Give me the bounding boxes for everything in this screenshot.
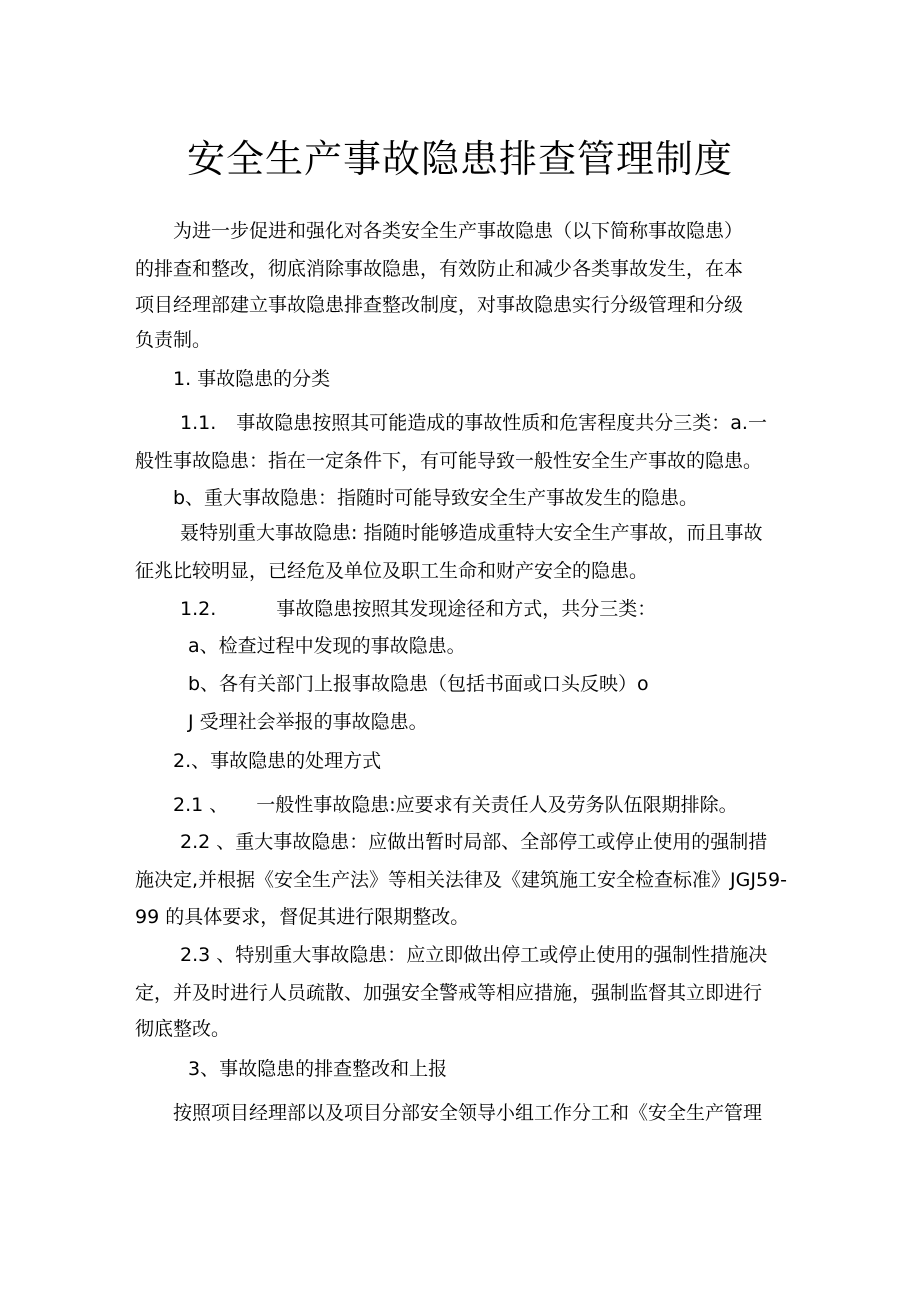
intro-line-2: 的排查和整改，彻底消除事故隐患，有效防止和减少各类事故发生，在本 xyxy=(135,258,744,280)
item-1-2-text: 事故隐患按照其发现途径和方式，共分三类： xyxy=(276,598,657,620)
category-c-line-1: 聂特别重大事故隐患: 指随时能够造成重特大安全生产事故，而且事故 xyxy=(180,522,763,544)
item-2-2-line-3: 99 的具体要求，督促其进行限期整改。 xyxy=(135,906,470,928)
intro-line-1: 为进一步促进和强化对各类安全生产事故隐患（以下简称事故隐患） xyxy=(173,220,744,242)
item-1-1-line-1 xyxy=(180,410,767,436)
item-1-2 xyxy=(180,596,656,622)
item-1-1-text: 事故隐患按照其可能造成的事故性质和危害程度共分三类：a.一 xyxy=(236,412,767,434)
intro-line-3: 项目经理部建立事故隐患排查整改制度，对事故隐患实行分级管理和分级 xyxy=(135,294,744,316)
section-3-line-1: 按照项目经理部以及项目分部安全领导小组工作分工和《安全生产管理 xyxy=(173,1102,763,1124)
item-2-1-number: 2.1 、 xyxy=(173,794,229,816)
item-2-2-line-2: 施决定,并根据《安全生产法》等相关法律及《建筑施工安全检查标准》JGJ59- xyxy=(135,869,788,891)
item-2-1-text: 一般性事故隐患:应要求有关责任人及劳务队伍限期排除。 xyxy=(256,794,738,816)
item-2-3-line-1: 2.3 、特别重大事故隐患：应立即做出停工或停止使用的强制性措施决 xyxy=(180,944,768,966)
item-2-3-line-2: 定，并及时进行人员疏散、加强安全警戒等相应措施，强制监督其立即进行 xyxy=(135,982,763,1004)
item-1-1-number: 1.1. xyxy=(180,412,217,434)
item-1-2-number: 1.2. xyxy=(180,598,217,620)
item-2-3-line-3: 彻底整改。 xyxy=(135,1018,231,1040)
item-1-1-line-2: 般性事故隐患：指在一定条件下，有可能导致一般性安全生产事故的隐患。 xyxy=(135,450,763,472)
section-2-heading: 2.、事故隐患的处理方式 xyxy=(173,750,382,772)
way-b: b、各有关部门上报事故隐患（包括书面或口头反映）o xyxy=(188,673,649,695)
item-2-2-line-1: 2.2 、重大事故隐患：应做出暂时局部、全部停工或停止使用的强制措 xyxy=(180,831,768,853)
category-c-line-2: 征兆比较明显，已经危及单位及职工生命和财产安全的隐患。 xyxy=(135,560,649,582)
section-3-heading: 3、事故隐患的排查整改和上报 xyxy=(188,1058,448,1080)
category-b: b、重大事故隐患：指随时可能导致安全生产事故发生的隐患。 xyxy=(173,487,699,509)
way-a: a、检查过程中发现的事故隐患。 xyxy=(188,635,466,657)
section-1-heading: 1. 事故隐患的分类 xyxy=(173,368,331,390)
intro-line-4: 负责制。 xyxy=(135,329,212,351)
way-c: J 受理社会举报的事故隐患。 xyxy=(188,711,428,733)
document-title: 安全生产事故隐患排查管理制度 xyxy=(186,137,733,181)
item-2-1 xyxy=(173,792,738,818)
